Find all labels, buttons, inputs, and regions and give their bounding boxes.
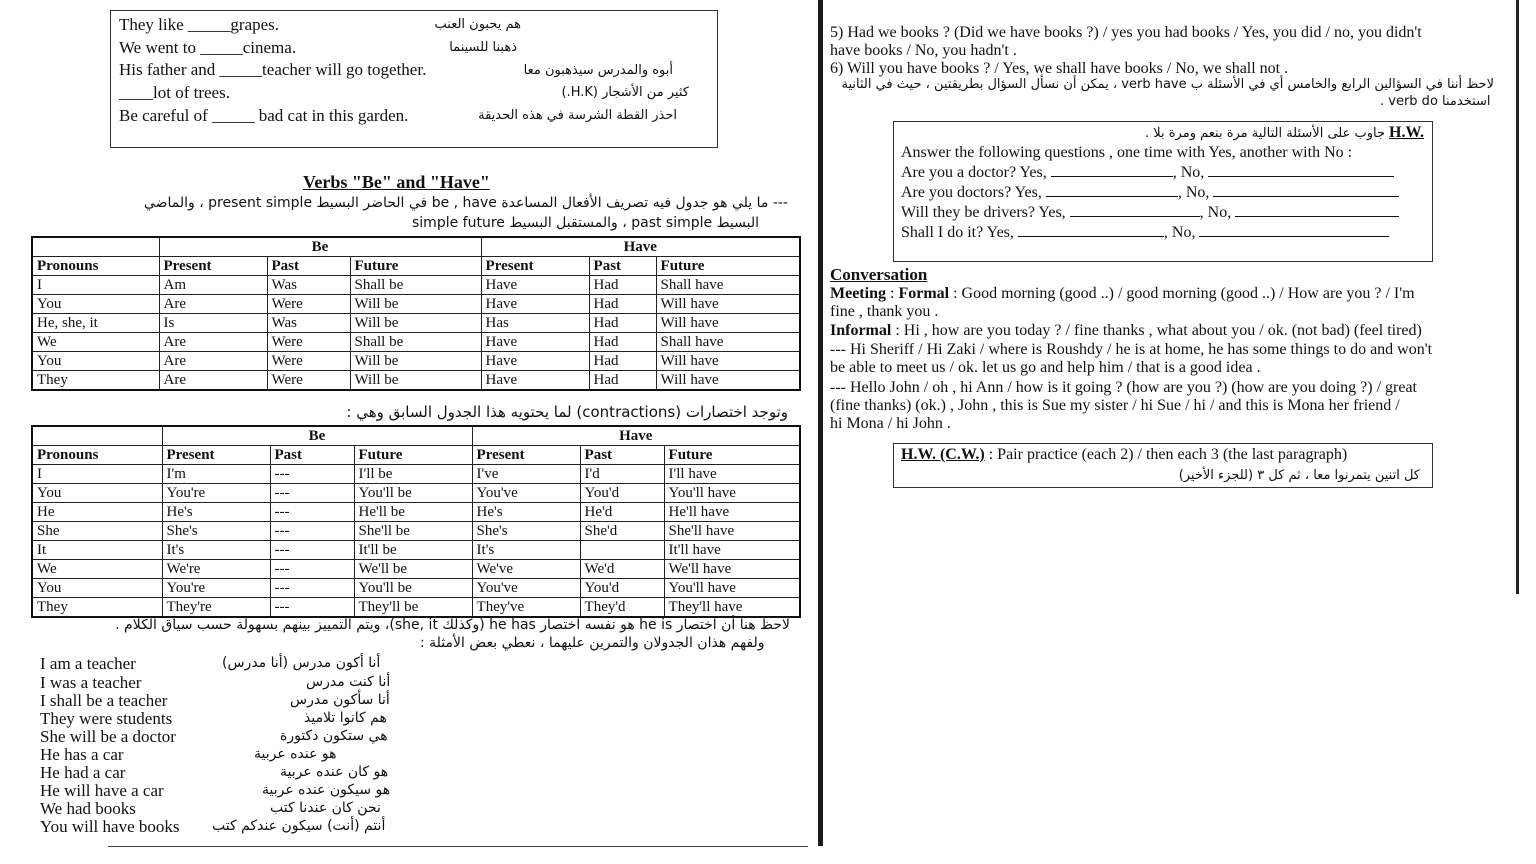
verb-form-cell: I'll have: [664, 465, 800, 484]
answer-blank[interactable]: [1018, 224, 1164, 237]
pronoun-cell: They: [32, 598, 162, 618]
table-row: [32, 560, 800, 579]
table-row: [32, 503, 800, 522]
verb-form-cell: Had: [589, 352, 656, 371]
verb-form-cell: He'll be: [354, 503, 472, 522]
column-header: Present: [159, 257, 267, 276]
cw-arabic: كل اتنين يتمرنوا معا ، ثم كل ٣ (للجزء الأخير): [1178, 468, 1420, 483]
pronoun-cell: You: [32, 484, 162, 503]
verb-form-cell: She'll have: [664, 522, 800, 541]
example-english: You will have books: [40, 817, 180, 836]
hw-instruction: Answer the following questions , one time with Yes, another with No :: [901, 144, 1353, 161]
table-row: [32, 465, 800, 484]
dialog-line: --- Hi Sheriff / Hi Zaki / where is Roushdy / he is at home, he has some things to do and won't: [830, 341, 1433, 358]
example-arabic: هو كان عنده عربية: [280, 764, 389, 780]
exercise-line-arabic: ذهبنا للسينما: [449, 40, 517, 55]
arabic-note-2: استخدمنا verb do .: [1380, 94, 1491, 109]
pronoun-cell: I: [32, 465, 162, 484]
verb-form-cell: They're: [162, 598, 270, 618]
verb-form-cell: [580, 541, 664, 560]
verb-form-cell: Were: [267, 371, 350, 391]
verb-form-cell: You'll have: [664, 484, 800, 503]
example-arabic: نحن كان عندنا كتب: [270, 800, 381, 816]
example-arabic: أنتم (أنت) سيكون عندكم كتب: [212, 818, 386, 834]
verb-form-cell: Shall be: [350, 276, 481, 295]
contractions-note: وتوجد اختصارات (contractions) لما يحتويه هذا الجدول السابق وهي :: [346, 403, 788, 421]
verb-form-cell: Had: [589, 314, 656, 333]
example-arabic: هي ستكون دكتورة: [280, 728, 388, 744]
exercise-line: Be careful of _____ bad cat in this garden.: [119, 106, 409, 125]
exercise-line-arabic: كثير من الأشجار (H.K.): [561, 85, 689, 100]
dialog-line: --- Hello John / oh , hi Ann / how is it going ? (how are you ?) (how are you doing ?) / great: [830, 379, 1417, 396]
verb-form-cell: Had: [589, 333, 656, 352]
verb-form-cell: Shall have: [656, 276, 800, 295]
verb-form-cell: They'd: [580, 598, 664, 618]
hw-arabic: جاوب على الأسئلة التالية مرة بنعم ومرة بلا .: [1144, 126, 1386, 141]
formal-line: Meeting : Formal : Good morning (good ..) / good morning (good ..) / How are you ? / I'm: [830, 285, 1415, 302]
verb-form-cell: Will be: [350, 371, 481, 391]
example-english: I shall be a teacher: [40, 691, 168, 710]
verb-form-cell: Have: [481, 276, 589, 295]
example-english: I am a teacher: [40, 654, 136, 673]
verb-form-cell: Have: [481, 352, 589, 371]
column-header: Past: [267, 257, 350, 276]
verb-form-cell: Were: [267, 295, 350, 314]
verb-form-cell: It's: [162, 541, 270, 560]
group-header-have: Have: [481, 237, 800, 257]
page-heading: Verbs "Be" and "Have": [303, 172, 490, 192]
example-arabic: هو عنده عربية: [254, 746, 337, 762]
verb-form-cell: Have: [481, 295, 589, 314]
verb-form-cell: It'll have: [664, 541, 800, 560]
column-header: Present: [472, 446, 580, 465]
pronoun-cell: He: [32, 503, 162, 522]
verb-form-cell: We'd: [580, 560, 664, 579]
verb-form-cell: You'll be: [354, 484, 472, 503]
answer-blank[interactable]: [1051, 164, 1173, 177]
verb-form-cell: Will be: [350, 314, 481, 333]
verb-form-cell: Will be: [350, 352, 481, 371]
verb-form-cell: ---: [270, 484, 354, 503]
verb-form-cell: Have: [481, 333, 589, 352]
dialog-line: hi Mona / hi John .: [830, 415, 951, 432]
verb-form-cell: ---: [270, 579, 354, 598]
verb-form-cell: Was: [267, 276, 350, 295]
pronoun-cell: You: [32, 295, 159, 314]
verb-form-cell: Are: [159, 333, 267, 352]
verb-form-cell: We're: [162, 560, 270, 579]
contractions-table: [31, 425, 801, 618]
answer-blank[interactable]: [1235, 204, 1399, 217]
table-row: [32, 598, 800, 618]
table-row: [32, 484, 800, 503]
example-arabic: أنا كنت مدرس: [306, 674, 391, 690]
dialog-line: be able to meet us / ok. let us go and help him / that is a good idea .: [830, 359, 1261, 376]
verb-form-cell: Shall be: [350, 333, 481, 352]
table-row: [32, 295, 800, 314]
column-header: Past: [589, 257, 656, 276]
verb-form-cell: She's: [472, 522, 580, 541]
pronoun-cell: They: [32, 371, 159, 391]
classwork-box: [893, 443, 1433, 488]
q6-line: 6) Will you have books ? / Yes, we shall have books / No, we shall not .: [830, 60, 1289, 77]
table-row: [32, 541, 800, 560]
note-line-1: لاحظ هنا أن اختصار he is هو نفسه اختصار he has (وكذلك she, it)، ويتم التمييز بينهم بسهولة حسب سياق الكلام .: [115, 617, 790, 633]
hw-question-no: , No,: [1172, 164, 1205, 181]
pronoun-cell: We: [32, 560, 162, 579]
exercise-line: They like _____grapes.: [119, 15, 280, 34]
column-header: Present: [162, 446, 270, 465]
table-row: [32, 276, 800, 295]
column-header: Past: [270, 446, 354, 465]
verb-form-cell: Are: [159, 295, 267, 314]
verb-form-cell: She's: [162, 522, 270, 541]
column-header: Future: [354, 446, 472, 465]
exercise-line: We went to _____cinema.: [119, 38, 297, 57]
verb-form-cell: You've: [472, 579, 580, 598]
meeting-label: Meeting: [830, 285, 886, 302]
hw-heading: [1145, 124, 1424, 142]
verb-form-cell: Were: [267, 352, 350, 371]
verb-form-cell: You've: [472, 484, 580, 503]
group-header-be: Be: [159, 237, 481, 257]
hw-question: [901, 224, 1389, 242]
verb-form-cell: Am: [159, 276, 267, 295]
verb-form-cell: It'll be: [354, 541, 472, 560]
verb-form-cell: Are: [159, 371, 267, 391]
verb-form-cell: He'd: [580, 503, 664, 522]
column-header: Past: [580, 446, 664, 465]
intro-line-2: البسيط past simple ، والمستقبل البسيط simple future: [412, 215, 759, 231]
table-row: [32, 522, 800, 541]
column-header: Present: [481, 257, 589, 276]
hw-label: H.W.: [1389, 124, 1424, 141]
verb-form-cell: He'll have: [664, 503, 800, 522]
verb-form-cell: ---: [270, 465, 354, 484]
formal-line-2: fine , thank you .: [830, 303, 939, 320]
verb-form-cell: Was: [267, 314, 350, 333]
informal-label: Informal: [830, 322, 892, 339]
example-arabic: هو سيكون عنده عربية: [262, 782, 391, 798]
hw-question: [901, 204, 1399, 222]
hw-question-text: Are you doctors? Yes,: [901, 184, 1042, 201]
example-arabic: أنا أكون مدرس (أنا مدرس): [222, 655, 381, 671]
verb-form-cell: I'm: [162, 465, 270, 484]
arabic-note-1: لاحظ أننا في السؤالين الرابع والخامس أي في الأسئلة ب verb have ، يمكن أن نسأل السؤال بطريقتين ، حيث في الثانية: [841, 77, 1494, 92]
intro-line-1: --- ما يلي هو جدول فيه تصريف الأفعال المساعدة be , have في الحاضر البسيط present simple ، والماضي: [143, 195, 788, 211]
right-page-edge: [1516, 0, 1519, 594]
verb-form-cell: Will have: [656, 314, 800, 333]
verb-form-cell: I'll be: [354, 465, 472, 484]
verb-form-cell: Had: [589, 295, 656, 314]
column-header: Future: [664, 446, 800, 465]
example-english: He has a car: [40, 745, 124, 764]
verb-form-cell: ---: [270, 541, 354, 560]
verb-form-cell: Has: [481, 314, 589, 333]
cw-text: : Pair practice (each 2) / then each 3 (the last paragraph): [988, 446, 1348, 463]
exercise-line-arabic: هم يحبون العنب: [434, 17, 521, 32]
verb-form-cell: You'll have: [664, 579, 800, 598]
verb-form-cell: I'd: [580, 465, 664, 484]
group-header-have: Have: [472, 426, 800, 446]
example-english: I was a teacher: [40, 673, 142, 692]
answer-blank[interactable]: [1208, 164, 1394, 177]
verb-form-cell: She'd: [580, 522, 664, 541]
pronoun-cell: I: [32, 276, 159, 295]
informal-text: : Hi , how are you today ? / fine thanks , what about you / ok. (not bad) (feel tired): [895, 322, 1422, 339]
table-row: [32, 314, 800, 333]
verb-form-cell: They've: [472, 598, 580, 618]
table-row: [32, 333, 800, 352]
informal-line: [830, 322, 1422, 340]
hw-question: [901, 184, 1399, 202]
formal-text: : Good morning (good ..) / good morning (good ..) / How are you ? / I'm: [953, 285, 1415, 302]
hw-question-no: , No,: [1199, 204, 1232, 221]
verb-form-cell: ---: [270, 598, 354, 618]
hw-question-text: Will they be drivers? Yes,: [901, 204, 1066, 221]
verb-form-cell: ---: [270, 560, 354, 579]
column-header: Pronouns: [32, 446, 162, 465]
pronoun-cell: You: [32, 352, 159, 371]
example-arabic: أنا سأكون مدرس: [290, 692, 390, 708]
verb-form-cell: He's: [162, 503, 270, 522]
verb-form-cell: You'd: [580, 579, 664, 598]
verb-form-cell: ---: [270, 522, 354, 541]
verb-form-cell: You're: [162, 484, 270, 503]
verb-form-cell: We'll be: [354, 560, 472, 579]
note-line-2: ولفهم هذان الجدولان والتمرين عليهما ، نعطي بعض الأمثلة :: [420, 635, 765, 651]
verb-form-cell: Were: [267, 333, 350, 352]
verbs-table: [31, 236, 801, 391]
dialog-line: (fine thanks) (ok.) , John , this is Sue my sister / hi Sue / hi / and this is Mona her friend /: [830, 397, 1400, 414]
hw-question: [901, 164, 1394, 182]
example-english: He had a car: [40, 763, 126, 782]
pronoun-cell: It: [32, 541, 162, 560]
verb-form-cell: They'll be: [354, 598, 472, 618]
verb-form-cell: He's: [472, 503, 580, 522]
cw-line: [901, 446, 1347, 464]
verb-form-cell: I've: [472, 465, 580, 484]
verb-form-cell: Will have: [656, 352, 800, 371]
q5-line-2: have books / No, you hadn't .: [830, 42, 1017, 59]
table-corner: [32, 237, 159, 257]
verb-form-cell: Shall have: [656, 333, 800, 352]
column-header: Future: [350, 257, 481, 276]
homework-box: [893, 121, 1433, 262]
verb-form-cell: We'll have: [664, 560, 800, 579]
pronoun-cell: You: [32, 579, 162, 598]
verb-form-cell: ---: [270, 503, 354, 522]
verb-form-cell: Will have: [656, 295, 800, 314]
verb-form-cell: Is: [159, 314, 267, 333]
verb-form-cell: She'll be: [354, 522, 472, 541]
exercise-box: [110, 10, 718, 148]
table-corner: [32, 426, 162, 446]
verb-form-cell: You're: [162, 579, 270, 598]
answer-blank[interactable]: [1046, 184, 1178, 197]
verb-form-cell: Had: [589, 371, 656, 391]
pronoun-cell: We: [32, 333, 159, 352]
answer-blank[interactable]: [1213, 184, 1399, 197]
example-arabic: هم كانوا تلاميذ: [304, 710, 387, 726]
example-english: They were students: [40, 709, 173, 728]
exercise-line: His father and _____teacher will go together.: [119, 60, 427, 79]
answer-blank[interactable]: [1199, 224, 1389, 237]
hw-question-no: , No,: [1163, 224, 1196, 241]
bottom-rule: [108, 846, 808, 847]
answer-blank[interactable]: [1070, 204, 1200, 217]
column-divider: [818, 0, 823, 846]
table-row: [32, 579, 800, 598]
example-english: He will have a car: [40, 781, 164, 800]
verb-form-cell: They'll have: [664, 598, 800, 618]
hw-question-text: Are you a doctor? Yes,: [901, 164, 1047, 181]
column-header: Pronouns: [32, 257, 159, 276]
pronoun-cell: She: [32, 522, 162, 541]
example-english: She will be a doctor: [40, 727, 176, 746]
q5-line-1: 5) Had we books ? (Did we have books ?) / yes you had books / Yes, you did / no, you didn't: [830, 24, 1422, 41]
pronoun-cell: He, she, it: [32, 314, 159, 333]
table-row: [32, 371, 800, 391]
group-header-be: Be: [162, 426, 472, 446]
cw-label: H.W. (C.W.): [901, 446, 985, 463]
verb-form-cell: It's: [472, 541, 580, 560]
verb-form-cell: Will have: [656, 371, 800, 391]
verb-form-cell: Have: [481, 371, 589, 391]
exercise-line-arabic: أبوه والمدرس سيذهبون معا: [523, 63, 673, 78]
exercise-line: ____lot of trees.: [119, 83, 230, 102]
verb-form-cell: You'll be: [354, 579, 472, 598]
verb-form-cell: You'd: [580, 484, 664, 503]
table-row: [32, 352, 800, 371]
hw-question-no: , No,: [1177, 184, 1210, 201]
verb-form-cell: We've: [472, 560, 580, 579]
column-header: Future: [656, 257, 800, 276]
conversation-title: Conversation: [830, 265, 928, 284]
exercise-line-arabic: احذر القطة الشرسة في هذه الحديقة: [478, 108, 677, 123]
verb-form-cell: Had: [589, 276, 656, 295]
example-english: We had books: [40, 799, 136, 818]
verb-form-cell: Will be: [350, 295, 481, 314]
verb-form-cell: Are: [159, 352, 267, 371]
formal-label: Formal: [898, 285, 950, 302]
hw-question-text: Shall I do it? Yes,: [901, 224, 1014, 241]
